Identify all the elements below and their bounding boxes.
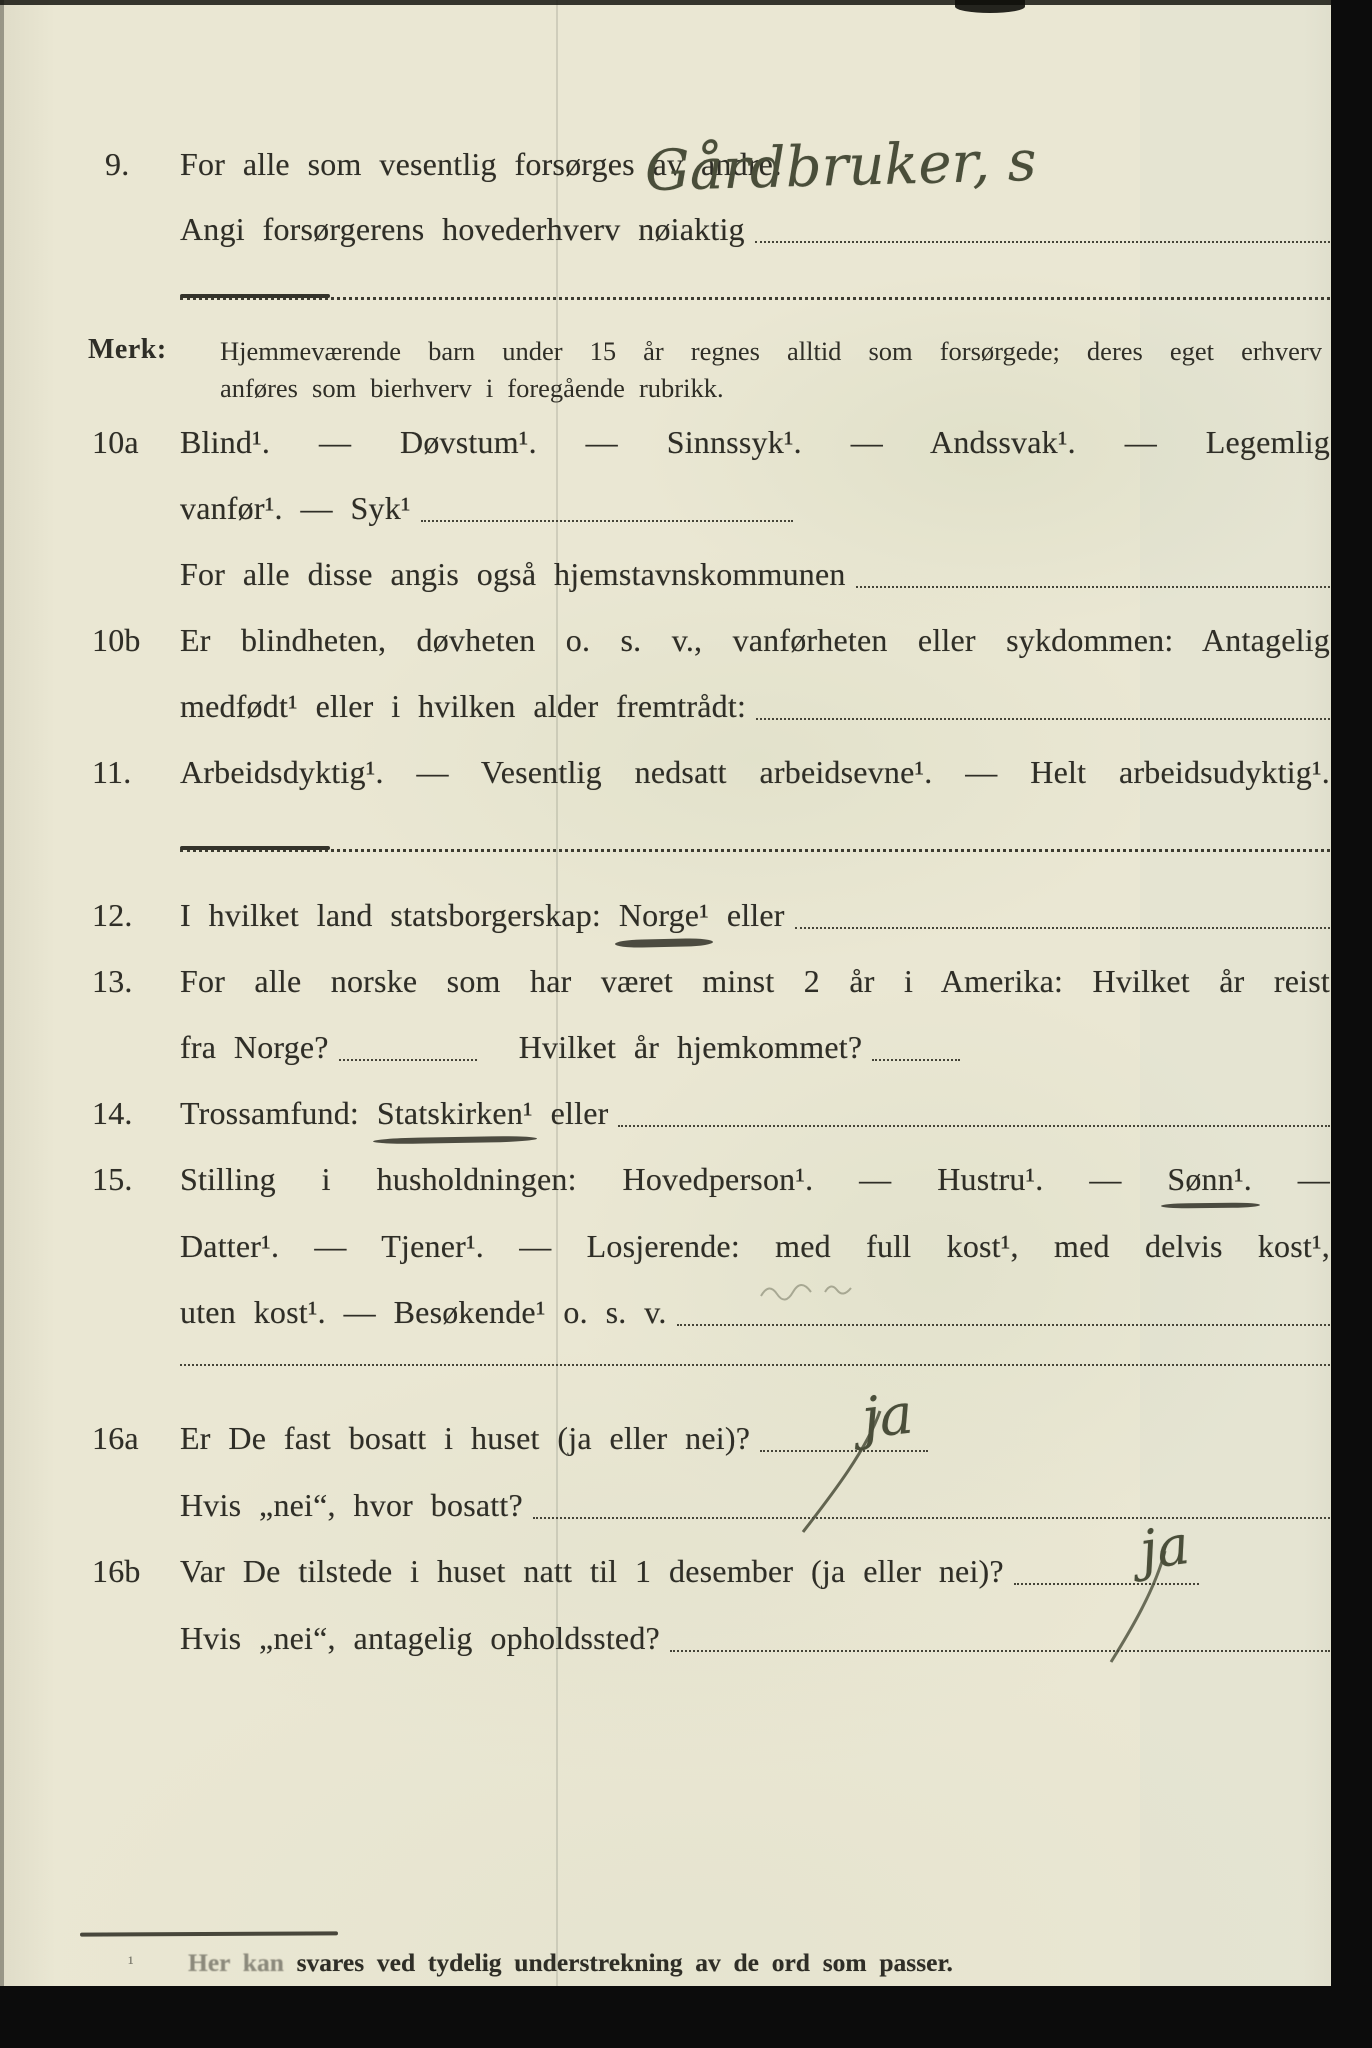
question-text: Angi forsørgerens hovederhverv nøiaktig [180,211,745,247]
question-10a-line-2 [180,490,1330,527]
scan-edge-right [1331,0,1372,2048]
question-text: Arbeidsdyktig¹. — Vesentlig nedsatt arbeidsevne¹. — Helt arbeidsudyktig¹. [180,754,1330,790]
question-text: fra Norge? [180,1029,329,1065]
answer-line [1014,1583,1199,1585]
note-line-2: anføres som bierhverv i foregående rubrikk. [220,373,724,403]
question-text: Datter¹. — Tjener¹. — Losjerende: med full kost¹, med delvis kost¹, [180,1228,1330,1264]
answer-line [856,586,1330,588]
question-text: — [1297,1161,1330,1197]
answer-line [339,1059,477,1061]
pen-underlined-choice: Statskirken¹ [376,1095,533,1131]
question-text: medfødt¹ eller i hvilken alder fremtrådt: [180,688,747,724]
question-text: Stilling i husholdningen: Hovedperson¹. — Hustru¹. — [180,1161,1122,1197]
question-number: 12. [92,897,133,933]
answer-line [756,718,1330,720]
question-text: For alle som vesentlig forsørges av andre: [180,146,783,182]
question-number: 9. [105,146,130,182]
answer-line [872,1059,960,1061]
question-number: 13. [92,963,133,999]
answer-line [670,1650,1330,1652]
divider-rule [180,1360,1330,1366]
question-10b-line-1 [92,622,1330,659]
question-text: eller [726,897,785,933]
answer-line [755,241,1330,243]
handwritten-answer-16b: ja [1135,1512,1194,1583]
handwritten-answer-16a: ja [858,1381,917,1452]
question-text: Var De tilstede i huset natt til 1 desember (ja eller nei)? [180,1553,1004,1589]
question-13-line-1 [92,963,1330,1000]
pen-underlined-choice: Sønn¹. [1167,1161,1252,1197]
scan-artifact [955,0,1025,13]
question-number: 14. [92,1095,133,1131]
footnote-marker: ¹ [128,1953,134,1974]
answer-line [421,520,793,522]
question-text: Blind¹. — Døvstum¹. — Sinnssyk¹. — Andssvak¹. — Legemlig [180,424,1330,460]
footnote-text: svares ved tydelig understrekning av de ord som passer. [296,1948,953,1977]
question-number: 10b [92,622,141,658]
question-text: Er blindheten, døvheten o. s. v., vanførheten eller sykdommen: Antagelig [180,622,1330,658]
answer-line [795,927,1330,929]
scan-edge-left [0,0,4,2048]
answer-line [677,1324,1330,1326]
question-text: Er De fast bosatt i huset (ja eller nei)? [180,1420,751,1456]
question-16b-line-2 [180,1620,1330,1657]
divider-rule [180,293,1330,300]
question-text: Hvis „nei“, hvor bosatt? [180,1487,523,1523]
scan-edge-bottom [0,1986,1372,2048]
question-number: 16a [92,1420,139,1456]
question-text: For alle norske som har været minst 2 år i Amerika: Hvilket år reist [180,963,1330,999]
question-10b-line-2 [180,688,1330,725]
footnote [188,1948,953,1978]
question-10a-line-1 [92,424,1330,461]
divider-rule [180,845,1330,852]
note-label: Merk: [88,334,167,365]
question-text: Hvis „nei“, antagelig opholdssted? [180,1620,660,1656]
question-text: Trossamfund: [180,1095,360,1131]
question-11 [92,754,1330,791]
question-text: uten kost¹. — Besøkende¹ o. s. v. [180,1294,667,1330]
question-14 [92,1095,1330,1132]
question-text: I hvilket land statsborgerskap: [180,897,601,933]
question-text: eller [550,1095,609,1131]
footnote-separator [80,1931,338,1936]
question-10a-line-3 [180,556,1330,593]
pen-underlined-choice: Norge¹ [618,897,709,933]
question-number: 15. [92,1161,133,1197]
answer-line [760,1450,928,1452]
footnote-text-faded: Her kan [188,1948,284,1977]
question-15-line-1 [92,1161,1330,1198]
scan-edge-top [0,0,1372,5]
question-text: vanfør¹. — Syk¹ [180,490,411,526]
question-text: Hvilket år hjemkommet? [518,1029,863,1065]
question-15-line-2 [180,1228,1330,1265]
question-15-line-3 [180,1294,1330,1331]
question-number: 11. [92,754,132,790]
question-13-line-2 [180,1029,1330,1066]
answer-line [618,1125,1330,1127]
question-12 [92,897,1330,934]
question-9-line-2 [180,211,1330,248]
answer-line [533,1517,1330,1519]
question-text: For alle disse angis også hjemstavnskommunen [180,556,846,592]
note-line-1: Hjemmeværende barn under 15 år regnes alltid som forsørgede; deres eget erhverv [220,336,1322,366]
handwritten-occupation: Gårdbruker, s [644,128,1038,205]
question-number: 10a [92,424,139,460]
question-16a-line-1 [92,1420,1330,1457]
question-number: 16b [92,1553,141,1589]
